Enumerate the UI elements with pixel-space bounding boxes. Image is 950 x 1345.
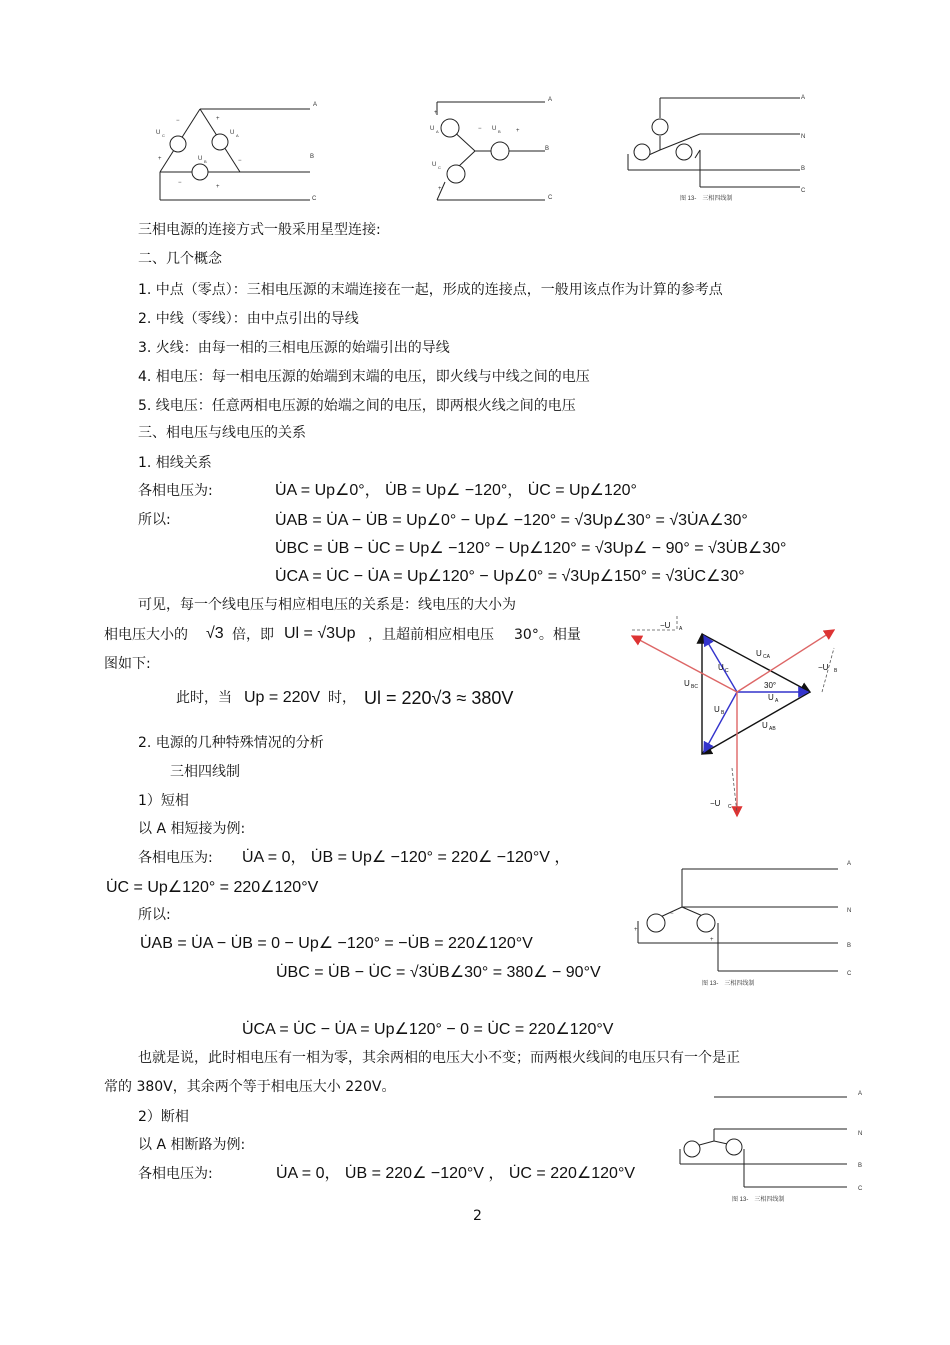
formula-open-phase: U̇A = 0， U̇B = 220∠ −120°V ， U̇C = 220∠120°V	[276, 1165, 636, 1182]
svg-text:B: B	[498, 129, 501, 134]
svg-text:N: N	[858, 1131, 863, 1137]
formula-up: Up = 220V	[244, 689, 321, 706]
star-connection-diagram	[420, 92, 570, 207]
formula-short-uab: U̇AB = U̇A − U̇B = 0 − Up∠ −120° = −U̇B = 220∠120°V	[140, 935, 533, 952]
svg-text:图 13- 三相四线制: 图 13- 三相四线制	[702, 981, 755, 987]
svg-text:U: U	[432, 162, 437, 168]
text-line-part: ，且超前相应相电压	[368, 627, 494, 643]
text-line: 所以:	[138, 907, 171, 923]
svg-text:+: +	[634, 927, 638, 933]
text-line: 也就是说，此时相电压有一相为零，其余两相的电压大小不变；而两根火线间的电压只有一个是正	[138, 1050, 740, 1066]
terminal-a-label: A	[313, 102, 318, 108]
text-line: 三相四线制	[170, 764, 240, 780]
phasor-diagram	[622, 608, 842, 823]
text-line: 以 A 相断路为例:	[138, 1137, 246, 1153]
svg-text:+: +	[710, 937, 714, 943]
svg-text:C: C	[801, 188, 806, 194]
svg-text:−U: −U	[660, 621, 671, 630]
svg-text:+: +	[158, 156, 162, 162]
ub-sub: B	[204, 159, 207, 164]
svg-text:B: B	[721, 710, 725, 716]
text-line: 各相电压为:	[138, 1166, 213, 1182]
svg-text:−: −	[478, 126, 482, 132]
svg-text:+: +	[434, 110, 438, 116]
text-line-part: 此时，当	[176, 690, 232, 706]
ub-label: U	[198, 156, 203, 162]
svg-text:B: B	[834, 668, 838, 674]
svg-text:图 13- 三相四线制: 图 13- 三相四线制	[732, 1197, 785, 1203]
svg-text:−: −	[670, 911, 674, 917]
ua-label: U	[230, 130, 235, 136]
svg-text:B: B	[847, 943, 852, 949]
svg-text:−: −	[238, 158, 242, 164]
svg-text:N: N	[801, 134, 806, 140]
svg-text:A: A	[847, 861, 852, 867]
svg-text:+: +	[438, 186, 442, 192]
text-line: 1. 中点（零点）：三相电压源的末端连接在一起，形成的连接点，一般用该点作为计算的参考点	[138, 282, 723, 298]
svg-text:30°: 30°	[764, 681, 777, 690]
formula-ul: Ul = 220√3 ≈ 380V	[364, 688, 514, 708]
svg-text:A: A	[801, 95, 806, 101]
svg-text:A: A	[436, 129, 439, 134]
svg-text:C: C	[847, 971, 852, 977]
formula-short-uc: U̇C = Up∠120° = 220∠120°V	[106, 879, 319, 896]
text-line-part: 30°。相量	[514, 627, 581, 643]
svg-text:−: −	[176, 118, 180, 124]
text-line: 可见，每一个线电压与相应相电压的关系是：线电压的大小为	[138, 597, 516, 613]
four-wire-diagram-short	[630, 855, 860, 990]
uc-label: U	[156, 130, 161, 136]
formula-short-ubc: U̇BC = U̇B − U̇C = √3U̇B∠30° = 380∠ − 90°V	[276, 964, 601, 981]
delta-connection-diagram	[140, 92, 340, 207]
formula-uca: U̇CA = U̇C − U̇A = Up∠120° − Up∠0° = √3Up∠150° = √3U̇C∠30°	[275, 568, 745, 585]
formula-phase-voltages: U̇A = Up∠0°， U̇B = Up∠ −120°， U̇C = Up∠120°	[275, 482, 637, 499]
svg-text:U: U	[714, 705, 720, 714]
svg-text:U: U	[718, 663, 724, 672]
svg-text:AB: AB	[769, 726, 776, 732]
formula-ubc: U̇BC = U̇B − U̇C = Up∠ −120° − Up∠120° = √3Up∠ − 90° = √3U̇B∠30°	[275, 540, 787, 557]
svg-text:B: B	[801, 166, 806, 172]
text-line-part: 时，	[328, 690, 356, 706]
svg-text:C: C	[728, 804, 732, 810]
terminal-b-label: B	[310, 154, 315, 160]
svg-text:N: N	[847, 908, 852, 914]
svg-text:A: A	[679, 626, 683, 632]
svg-text:A: A	[548, 97, 553, 103]
svg-text:C: C	[725, 668, 729, 674]
svg-text:C: C	[438, 165, 441, 170]
text-line: 2. 中线（零线）：由中点引出的导线	[138, 311, 359, 327]
uc-sub: C	[162, 133, 165, 138]
text-line-part: 相电压大小的	[104, 627, 188, 643]
svg-text:B: B	[858, 1163, 863, 1169]
text-line: 1）短相	[138, 793, 189, 809]
section-heading: 二、几个概念	[138, 251, 222, 267]
text-line: 1. 相线关系	[138, 455, 212, 471]
svg-text:U: U	[768, 693, 774, 702]
formula-short-uca: U̇CA = U̇C − U̇A = Up∠120° − 0 = U̇C = 220∠120°V	[242, 1021, 614, 1038]
svg-text:B: B	[545, 146, 550, 152]
text-line: 4. 相电压：每一相电压源的始端到末端的电压，即火线与中线之间的电压	[138, 369, 590, 385]
svg-text:−U: −U	[818, 663, 829, 672]
page-number: 2	[473, 1208, 482, 1224]
figure-caption: 图 13- 三相四线制	[680, 196, 733, 202]
formula-uab: U̇AB = U̇A − U̇B = Up∠0° − Up∠ −120° = √3Up∠30° = √3U̇A∠30°	[275, 512, 748, 529]
svg-text:U: U	[492, 126, 497, 132]
svg-text:CA: CA	[763, 654, 770, 660]
formula-short-phase: U̇A = 0， U̇B = Up∠ −120° = 220∠ −120°V ，	[242, 849, 571, 866]
svg-text:U: U	[430, 126, 435, 132]
text-line: 常的 380V，其余两个等于相电压大小 220V。	[104, 1079, 396, 1095]
svg-text:+: +	[216, 116, 220, 122]
svg-text:+: +	[216, 184, 220, 190]
svg-text:U: U	[756, 649, 762, 658]
svg-text:A: A	[858, 1091, 863, 1097]
text-line: 2. 电源的几种特殊情况的分析	[138, 735, 324, 751]
text-line: 所以:	[138, 512, 171, 528]
section-heading: 三、相电压与线电压的关系	[138, 425, 306, 441]
ua-sub: A	[236, 133, 239, 138]
formula-line-phase: Ul = √3Up	[284, 625, 356, 642]
terminal-c-label: C	[312, 196, 317, 202]
text-line: 3. 火线：由每一相的三相电压源的始端引出的导线	[138, 340, 450, 356]
four-wire-diagram-open	[672, 1085, 872, 1205]
svg-text:U: U	[684, 679, 690, 688]
svg-text:A: A	[775, 698, 779, 704]
svg-text:C: C	[858, 1186, 863, 1192]
text-line-part: 倍，即	[232, 627, 274, 643]
svg-text:−: −	[178, 180, 182, 186]
text-line: 以 A 相短接为例:	[138, 821, 246, 837]
text-line: 各相电压为:	[138, 850, 213, 866]
svg-text:BC: BC	[691, 684, 698, 690]
svg-text:+: +	[516, 128, 520, 134]
sqrt3: √3	[206, 625, 224, 642]
svg-text:U: U	[762, 721, 768, 730]
four-wire-diagram-top	[620, 92, 815, 207]
svg-text:−U: −U	[710, 799, 721, 808]
text-line: 5. 线电压：任意两相电压源的始端之间的电压，即两根火线之间的电压	[138, 398, 576, 414]
text-line: 各相电压为:	[138, 483, 213, 499]
svg-text:C: C	[548, 195, 553, 201]
text-line: 三相电源的连接方式一般采用星型连接:	[138, 222, 381, 238]
text-line: 图如下:	[104, 656, 151, 672]
text-line: 2）断相	[138, 1109, 189, 1125]
